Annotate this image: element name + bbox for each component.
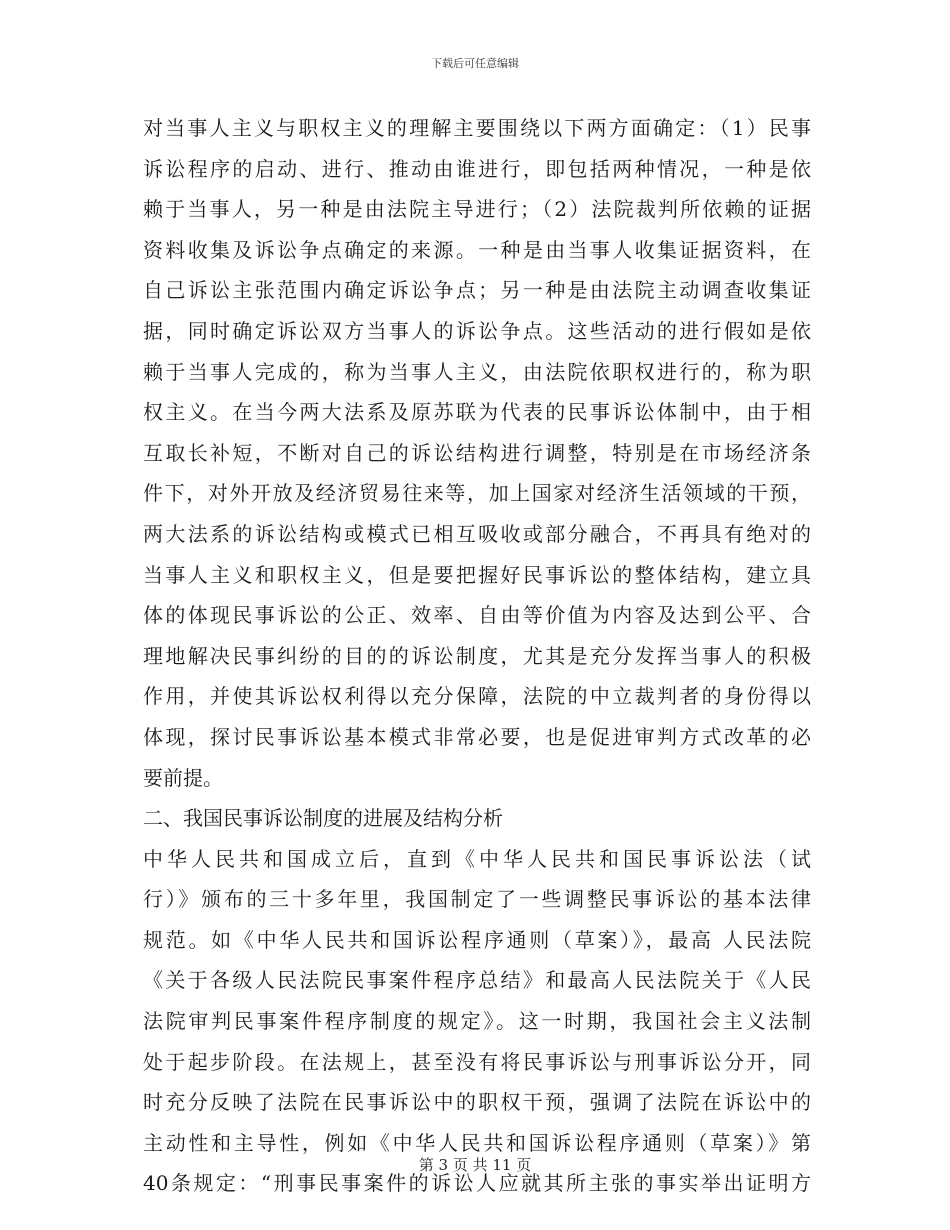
text-line: 权主义。在当今两大法系及原苏联为代表的民事诉讼体制中，由于相 <box>143 400 811 425</box>
text-line: 规范。如《中华人民共和国诉讼程序通则（草案）》，最高 人民法院 <box>143 927 811 952</box>
text-line: 行）》颁布的三十多年里，我国制定了一些调整民事诉讼的基本法律 <box>143 887 811 912</box>
text-line: 两大法系的诉讼结构或模式已相互吸收或部分融合，不再具有绝对的 <box>143 521 811 546</box>
text-line: 自己诉讼主张范围内确定诉讼争点；另一种是由法院主动调查收集证 <box>143 278 811 303</box>
text-line: 当事人主义和职权主义，但是要把握好民事诉讼的整体结构，建立具 <box>143 562 811 587</box>
text-line: 体的体现民事诉讼的公正、效率、自由等价值为内容及达到公平、合 <box>143 603 811 628</box>
text-line: 处于起步阶段。在法规上，甚至没有将民事诉讼与刑事诉讼分开，同 <box>143 1049 811 1074</box>
text-line: 中华人民共和国成立后，直到《中华人民共和国民事诉讼法（试 <box>143 846 811 871</box>
text-line: 时充分反映了法院在民事诉讼中的职权干预，强调了法院在诉讼中的 <box>143 1090 811 1115</box>
text-line: 赖于当事人，另一种是由法院主导进行；（2）法院裁判所依赖的证据 <box>143 197 811 222</box>
text-line: 作用，并使其诉讼权利得以充分保障，法院的中立裁判者的身份得以 <box>143 684 811 709</box>
text-line: 《关于各级人民法院民事案件程序总结》和最高人民法院关于《人民 <box>143 968 811 993</box>
text-line: 对当事人主义与职权主义的理解主要围绕以下两方面确定：（1）民事 <box>143 116 811 140</box>
text-line: 主动性和主导性，例如《中华人民共和国诉讼程序通则（草案）》第 <box>143 1130 811 1155</box>
text-line: 赖于当事人完成的，称为当事人主义，由法院依职权进行的，称为职 <box>143 359 811 384</box>
text-line: 理地解决民事纠纷的目的的诉讼制度，尤其是充分发挥当事人的积极 <box>143 643 811 668</box>
text-line: 40条规定：“刑事民事案件的诉讼人应就其所主张的事实举出证明方 <box>143 1171 811 1196</box>
section-heading: 二、我国民事诉讼制度的进展及结构分析 <box>143 806 503 831</box>
text-line: 互取长补短，不断对自己的诉讼结构进行调整，特别是在市场经济条 <box>143 440 811 465</box>
text-line: 据，同时确定诉讼双方当事人的诉讼争点。这些活动的进行假如是依 <box>143 318 811 343</box>
text-line: 要前提。 <box>143 765 223 790</box>
text-line: 诉讼程序的启动、进行、推动由谁进行，即包括两种情况，一种是依 <box>143 156 811 181</box>
text-line: 资料收集及诉讼争点确定的来源。一种是由当事人收集证据资料，在 <box>143 237 811 262</box>
text-line: 件下，对外开放及经济贸易往来等，加上国家对经济生活领域的干预， <box>143 481 811 506</box>
text-line: 体现，探讨民事诉讼基本模式非常必要，也是促进审判方式改革的必 <box>143 724 811 749</box>
document-body <box>143 108 811 1204</box>
page-number-footer: 第 3 页 共 11 页 <box>418 1156 532 1174</box>
page-header-note: 下载后可任意编辑 <box>431 57 519 70</box>
text-line: 法院审判民事案件程序制度的规定》。这一时期，我国社会主义法制 <box>143 1009 811 1034</box>
